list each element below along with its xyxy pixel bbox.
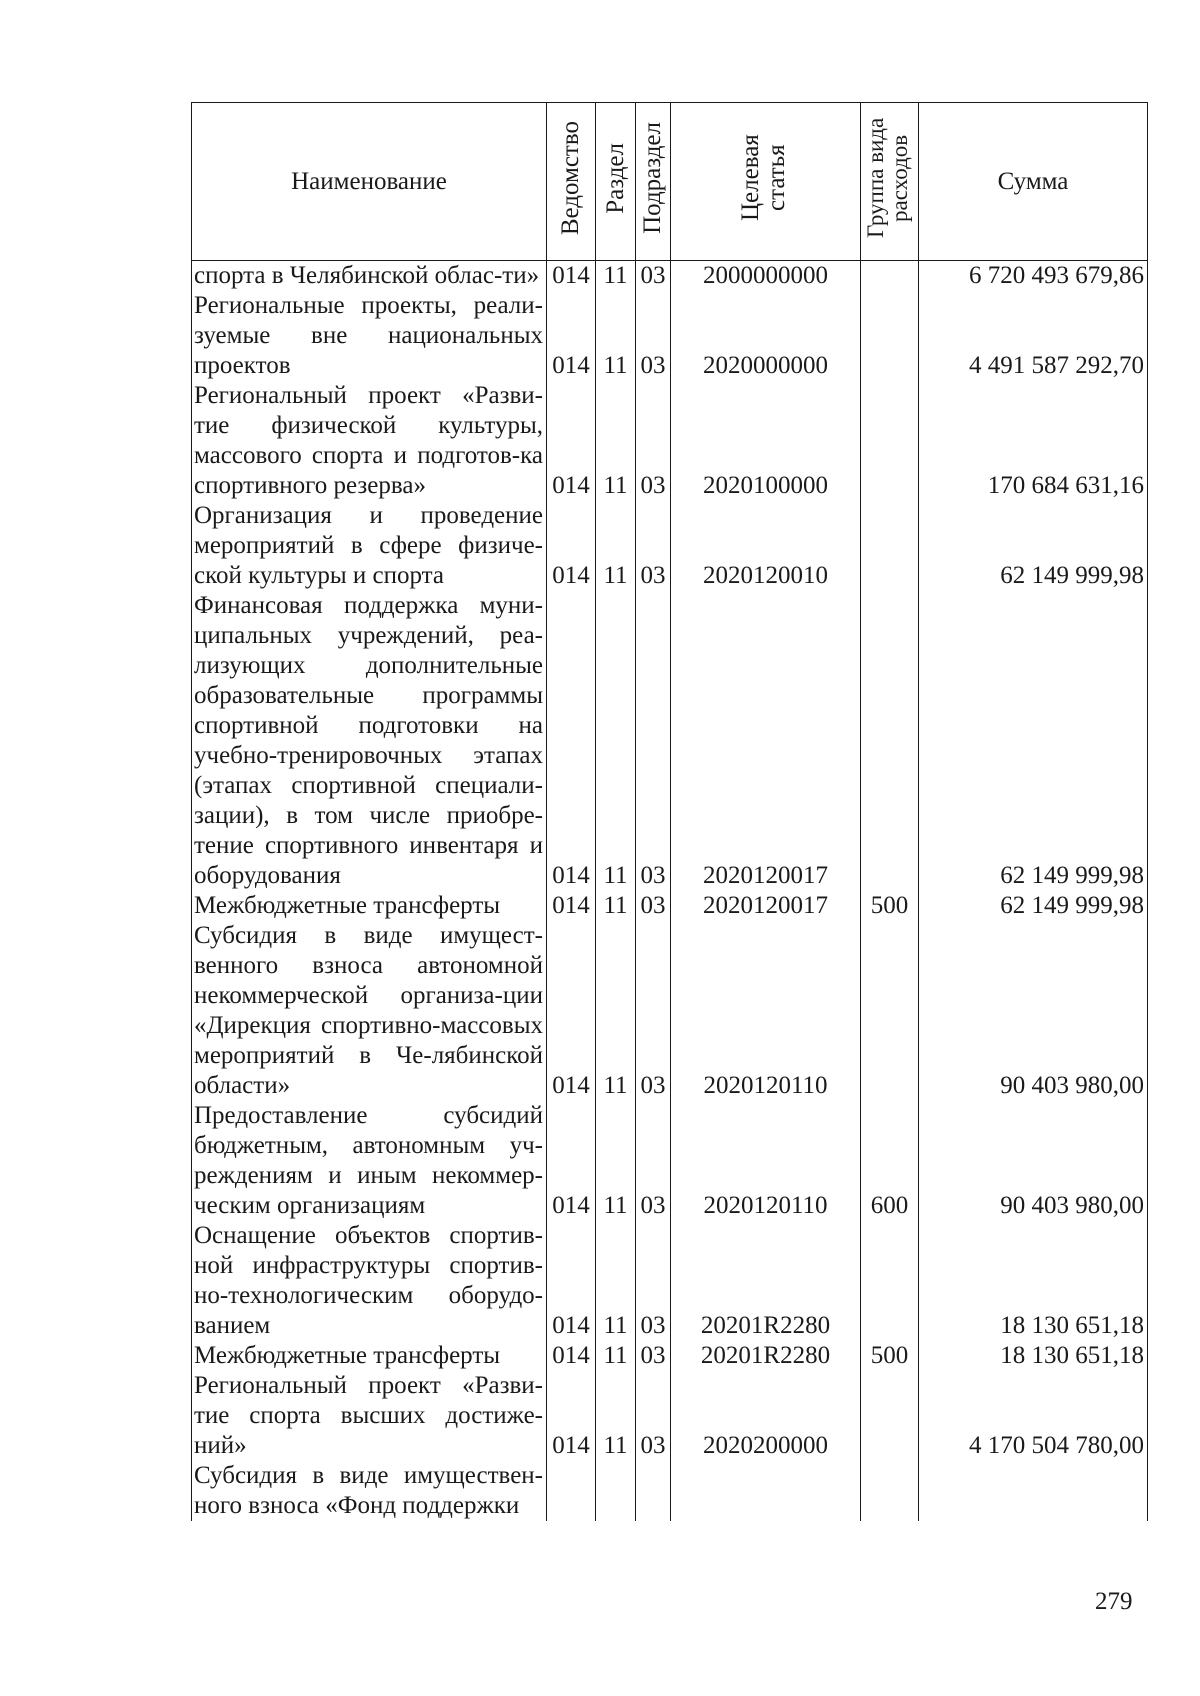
cell-gruppa <box>861 291 919 381</box>
cell-celevaya: 2020200000 <box>671 1371 861 1461</box>
cell-vedomstvo: 014 <box>547 1221 596 1341</box>
cell-podrazdel: 03 <box>636 1371 671 1461</box>
cell-summa: 62 149 999,98 <box>919 501 1148 591</box>
cell-celevaya: 2020120110 <box>671 1101 861 1221</box>
cell-summa: 4 491 587 292,70 <box>919 291 1148 381</box>
cell-celevaya <box>671 1461 861 1521</box>
cell-summa <box>919 1461 1148 1521</box>
cell-vedomstvo: 014 <box>547 891 596 921</box>
cell-vedomstvo: 014 <box>547 381 596 501</box>
cell-podrazdel: 03 <box>636 591 671 891</box>
cell-gruppa <box>861 1221 919 1341</box>
cell-podrazdel: 03 <box>636 261 671 292</box>
cell-razdel <box>596 1461 636 1521</box>
cell-vedomstvo <box>547 1461 596 1521</box>
table-row <box>192 1101 1148 1221</box>
cell-name: спорта в Челябинской облас-ти» <box>192 261 547 292</box>
cell-name: Субсидия в виде имуществен-ного взноса «Фонд поддержки <box>192 1461 547 1521</box>
cell-summa: 90 403 980,00 <box>919 921 1148 1101</box>
table-row <box>192 381 1148 501</box>
table-row <box>192 291 1148 381</box>
cell-summa: 170 684 631,16 <box>919 381 1148 501</box>
cell-razdel: 11 <box>596 921 636 1101</box>
cell-celevaya: 2020120017 <box>671 891 861 921</box>
cell-podrazdel: 03 <box>636 501 671 591</box>
header-gruppa: Группа вида расходов <box>861 103 919 261</box>
cell-summa: 18 130 651,18 <box>919 1221 1148 1341</box>
cell-name: Оснащение объектов спортив-ной инфраструктуры спортив-но-технологическим оборудо-ванием <box>192 1221 547 1341</box>
table-row <box>192 1341 1148 1371</box>
cell-razdel: 11 <box>596 591 636 891</box>
page-number: 279 <box>1095 1588 1133 1615</box>
table-row <box>192 891 1148 921</box>
cell-podrazdel: 03 <box>636 891 671 921</box>
cell-celevaya: 2000000000 <box>671 261 861 292</box>
cell-gruppa: 500 <box>861 891 919 921</box>
cell-gruppa <box>861 381 919 501</box>
table-row <box>192 501 1148 591</box>
budget-table <box>191 102 1148 1521</box>
cell-vedomstvo: 014 <box>547 291 596 381</box>
cell-razdel: 11 <box>596 1221 636 1341</box>
cell-gruppa <box>861 591 919 891</box>
table-header-row <box>192 103 1148 261</box>
table-row <box>192 261 1148 292</box>
header-summa: Сумма <box>919 103 1148 261</box>
cell-celevaya: 20201R2280 <box>671 1221 861 1341</box>
cell-name: Субсидия в виде имущест-венного взноса автономной некоммерческой организа-ции «Дирекция спортивно-массовых мероприятий в Че-лябинской области» <box>192 921 547 1101</box>
cell-vedomstvo: 014 <box>547 501 596 591</box>
cell-podrazdel <box>636 1461 671 1521</box>
cell-summa: 18 130 651,18 <box>919 1341 1148 1371</box>
cell-podrazdel: 03 <box>636 291 671 381</box>
header-vedomstvo: Ведомство <box>547 103 596 261</box>
cell-celevaya: 2020120017 <box>671 591 861 891</box>
header-podrazdel: Подраздел <box>636 103 671 261</box>
cell-razdel: 11 <box>596 261 636 292</box>
cell-gruppa <box>861 1371 919 1461</box>
cell-summa: 62 149 999,98 <box>919 891 1148 921</box>
cell-razdel: 11 <box>596 381 636 501</box>
cell-vedomstvo: 014 <box>547 1341 596 1371</box>
cell-name: Региональные проекты, реали-зуемые вне национальных проектов <box>192 291 547 381</box>
cell-podrazdel: 03 <box>636 1221 671 1341</box>
header-name: Наименование <box>192 103 547 261</box>
table-row <box>192 921 1148 1101</box>
cell-vedomstvo: 014 <box>547 591 596 891</box>
cell-gruppa <box>861 261 919 292</box>
cell-podrazdel: 03 <box>636 921 671 1101</box>
cell-razdel: 11 <box>596 501 636 591</box>
cell-name: Предоставление субсидий бюджетным, автономным уч-реждениям и иным некоммер-ческим организациям <box>192 1101 547 1221</box>
cell-name: Региональный проект «Разви-тие спорта высших достиже-ний» <box>192 1371 547 1461</box>
cell-summa: 62 149 999,98 <box>919 591 1148 891</box>
table-body <box>192 261 1148 1522</box>
table-row <box>192 1221 1148 1341</box>
table-row <box>192 1461 1148 1521</box>
header-razdel: Раздел <box>596 103 636 261</box>
cell-vedomstvo: 014 <box>547 261 596 292</box>
cell-name: Межбюджетные трансферты <box>192 1341 547 1371</box>
cell-summa: 90 403 980,00 <box>919 1101 1148 1221</box>
table-row <box>192 591 1148 891</box>
cell-celevaya: 2020120110 <box>671 921 861 1101</box>
cell-podrazdel: 03 <box>636 1341 671 1371</box>
header-celevaya: Целевая статья <box>671 103 861 261</box>
cell-gruppa: 500 <box>861 1341 919 1371</box>
cell-podrazdel: 03 <box>636 381 671 501</box>
cell-vedomstvo: 014 <box>547 1101 596 1221</box>
cell-razdel: 11 <box>596 1341 636 1371</box>
cell-name: Межбюджетные трансферты <box>192 891 547 921</box>
cell-name: Региональный проект «Разви-тие физической культуры, массового спорта и подготов-ка спортивного резерва» <box>192 381 547 501</box>
cell-celevaya: 2020120010 <box>671 501 861 591</box>
cell-summa: 4 170 504 780,00 <box>919 1371 1148 1461</box>
cell-gruppa <box>861 501 919 591</box>
cell-razdel: 11 <box>596 291 636 381</box>
cell-razdel: 11 <box>596 1371 636 1461</box>
cell-name: Финансовая поддержка муни-ципальных учреждений, реа-лизующих дополнительные образовательные программы спортивной подготовки на учебно-тренировочных этапах (этапах спортивной специали-зации), в том числе приобре-тение спортивного инвентаря и оборудования <box>192 591 547 891</box>
cell-summa: 6 720 493 679,86 <box>919 261 1148 292</box>
cell-razdel: 11 <box>596 1101 636 1221</box>
cell-gruppa <box>861 1461 919 1521</box>
table-row <box>192 1371 1148 1461</box>
cell-podrazdel: 03 <box>636 1101 671 1221</box>
cell-vedomstvo: 014 <box>547 921 596 1101</box>
cell-name: Организация и проведение мероприятий в сфере физиче-ской культуры и спорта <box>192 501 547 591</box>
cell-gruppa: 600 <box>861 1101 919 1221</box>
cell-celevaya: 2020100000 <box>671 381 861 501</box>
cell-vedomstvo: 014 <box>547 1371 596 1461</box>
cell-celevaya: 2020000000 <box>671 291 861 381</box>
cell-celevaya: 20201R2280 <box>671 1341 861 1371</box>
cell-razdel: 11 <box>596 891 636 921</box>
cell-gruppa <box>861 921 919 1101</box>
